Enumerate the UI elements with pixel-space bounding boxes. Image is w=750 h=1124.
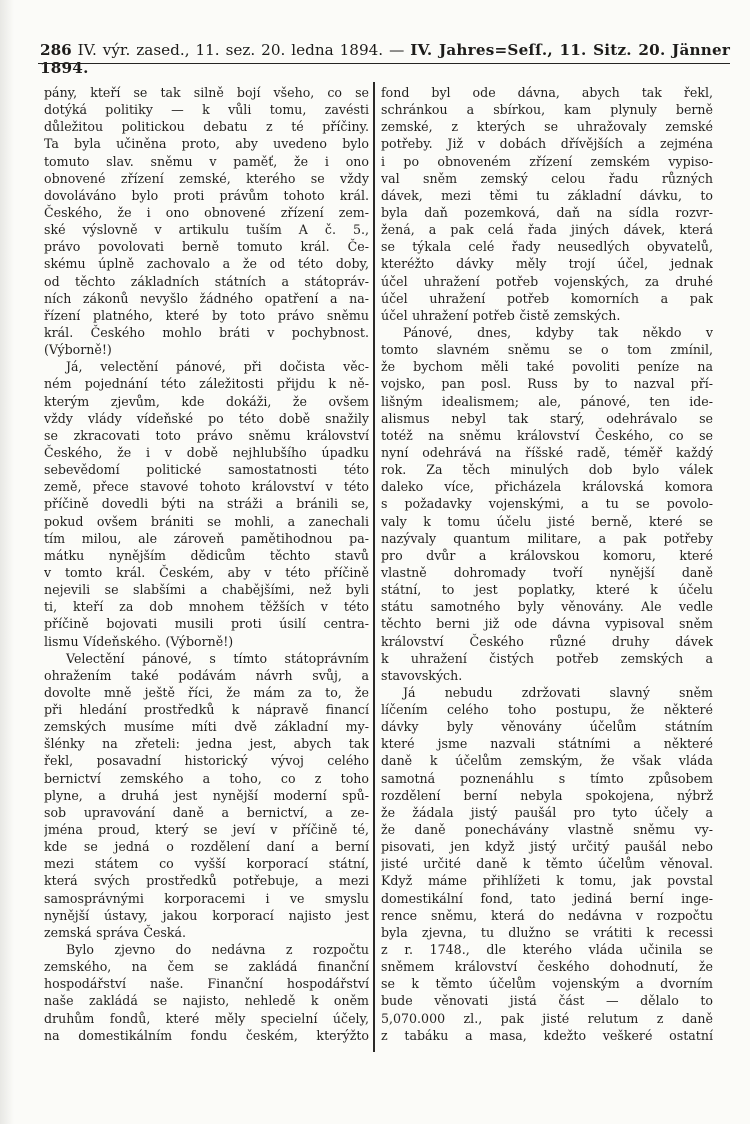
text-line: sob upravování daně a bernictví, a ze- bbox=[44, 804, 369, 820]
text-line: bernictví zemského a toho, co z toho bbox=[44, 770, 369, 786]
text-line: Ta byla učiněna proto, aby uvedeno bylo bbox=[44, 136, 369, 152]
text-line: mezi státem co vyšší korporací státní, bbox=[44, 856, 369, 872]
text-line: se k těmto účelům vojenským a dvorním bbox=[381, 976, 713, 992]
text-line: zemského, na čem se zakládá finanční bbox=[44, 959, 369, 975]
text-line: Já, velectění pánové, při dočista věc- bbox=[66, 359, 369, 375]
text-line: které jsme nazvali státními a některé bbox=[381, 736, 713, 752]
text-line: Pánové, dnes, kdyby tak někdo v bbox=[403, 324, 713, 340]
text-line: samosprávnými korporacemi i ve smyslu bbox=[44, 890, 369, 906]
text-line: samotná poznenáhlu s tímto způsobem bbox=[381, 770, 713, 786]
text-line: která svých prostředků potřebuje, a mezi bbox=[44, 873, 369, 889]
text-line: dotýká politiky — k vůli tomu, zavésti bbox=[44, 102, 369, 118]
text-line: kteréžto dávky měly trojí účel, jednak bbox=[381, 256, 713, 272]
text-line: zemská správa Česká. bbox=[44, 924, 187, 940]
text-line: val sněm zemský celou řadu různých bbox=[381, 170, 713, 186]
text-line: že bychom měli také povoliti peníze na bbox=[381, 359, 713, 375]
text-line: se týkala celé řady neusedlých obyvatelů, bbox=[381, 239, 713, 255]
text-line: státu samotného byly věnovány. Ale vedle bbox=[381, 599, 713, 615]
text-line: se zkracovati toto právo sněmu království bbox=[44, 427, 369, 443]
text-line: Když máme přihlížeti k tomu, jak povstal bbox=[381, 873, 713, 889]
text-line: i po obnoveném zřízení zemském vypiso- bbox=[381, 153, 713, 169]
header-czech-session: IV. výr. zased., 11. sez. 20. ledna 1894. bbox=[77, 41, 384, 59]
text-line: sebevědomí politické samostatnosti této bbox=[44, 462, 369, 478]
header-german-session: IV. Jahres=Seſſ., 11. Sitz. 20. Jänner 1894. bbox=[40, 41, 731, 77]
header-rule bbox=[38, 63, 730, 64]
text-line: že žádala jistý paušál pro tyto účely a bbox=[381, 804, 713, 820]
text-line: od těchto základních státních a státopráv- bbox=[44, 273, 369, 289]
text-line: z tabáku a masa, kdežto veškeré ostatní bbox=[381, 1027, 713, 1043]
text-line: účel uhražení potřeb čistě zemských. bbox=[381, 307, 621, 323]
page-number: 286 bbox=[40, 41, 72, 59]
text-line: pisovati, jen když jistý určitý paušál nebo bbox=[381, 839, 713, 855]
text-line: Českého, že i v době nejhlubšího úpadku bbox=[44, 444, 369, 460]
text-line: tomuto slav. sněmu v paměť, že i ono bbox=[44, 153, 369, 169]
text-line: plyne, a druhá jest nynější moderní spů- bbox=[44, 787, 369, 803]
text-line: ohražením také podávám návrh svůj, a bbox=[44, 667, 369, 683]
text-line: žená, a pak celá řada jiných dávek, která bbox=[381, 222, 713, 238]
text-line: království Českého různé druhy dávek bbox=[381, 633, 713, 649]
text-line: potřeby. Již v dobách dřívějších a zejména bbox=[381, 136, 713, 152]
text-line: nyní odehrává na říšské radě, téměř každý bbox=[381, 444, 713, 460]
text-line: bude věnovati jistá část — dělalo to bbox=[381, 993, 713, 1009]
text-line: druhům fondů, které měly specielní účely, bbox=[44, 1010, 369, 1026]
text-line: mátku nynějším dědicům těchto stavů bbox=[44, 547, 369, 563]
text-line: kterým zjevům, kde dokáži, že ovšem bbox=[44, 393, 369, 409]
text-line: země, přece stavové tohoto království v této bbox=[44, 479, 369, 495]
text-line: k uhražení čistých potřeb zemských a bbox=[381, 650, 713, 666]
text-line: (Výborně!) bbox=[44, 342, 112, 358]
text-line: valy k tomu účelu jisté berně, které se bbox=[381, 513, 713, 529]
text-line: nejevili se slabšími a chabějšími, než byli bbox=[44, 582, 369, 598]
text-line: v tomto král. Českém, aby v této příčině bbox=[44, 564, 369, 580]
text-line: vždy vlády vídeňské po této době snažily bbox=[44, 410, 369, 426]
text-line: zemské, z kterých se uhražovaly zemské bbox=[381, 119, 713, 135]
text-line: důležitou politickou debatu z té příčiny. bbox=[44, 119, 369, 135]
text-line: 5,070.000 zl., pak jisté relutum z daně bbox=[381, 1010, 713, 1026]
text-line: Českého, že i ono obnovené zřízení zem- bbox=[44, 204, 369, 220]
text-line: rok. Za těch minulých dob bylo válek bbox=[381, 462, 713, 478]
text-line: stavovských. bbox=[381, 667, 463, 683]
text-line: schránkou a sbírkou, kam plynuly berně bbox=[381, 102, 713, 118]
text-line: daleko více, přicházela královská komora bbox=[381, 479, 713, 495]
text-line: státní, to jest poplatky, které k účelu bbox=[381, 582, 713, 598]
text-line: sněmem království českého dohodnutí, že bbox=[381, 959, 713, 975]
text-line: lismu Vídeňského. (Výborně!) bbox=[44, 633, 234, 649]
text-line: líčením celého toho postupu, že některé bbox=[381, 702, 713, 718]
text-line: byla zjevna, tu dlužno se vrátiti k recessi bbox=[381, 924, 713, 940]
text-line: naše zakládá se najisto, nehledě k oněm bbox=[44, 993, 369, 1009]
text-line: vlastně dohromady tvoří nynější daně bbox=[381, 564, 713, 580]
column-divider bbox=[373, 82, 375, 1052]
text-line: že daně ponechávány vlastně sněmu vy- bbox=[381, 822, 713, 838]
text-line: jména proud, který se jeví v příčině té, bbox=[44, 822, 369, 838]
text-line: dovolte mně ještě říci, že mám za to, že bbox=[44, 684, 369, 700]
text-line: nazývaly quantum militare, a pak potřeby bbox=[381, 530, 713, 546]
text-line: totéž na sněmu království Českého, co se bbox=[381, 427, 713, 443]
text-line: zemských musíme míti dvě základní my- bbox=[44, 719, 369, 735]
text-line: šlénky na zřeteli: jedna jest, abych tak bbox=[44, 736, 369, 752]
text-line: pokud ovšem brániti se mohli, a zanechali bbox=[44, 513, 369, 529]
text-line: řízení platného, které by toto právo sněmu bbox=[44, 307, 369, 323]
text-line: daně k účelům zemským, že však vláda bbox=[381, 753, 713, 769]
text-line: fond byl ode dávna, abych tak řekl, bbox=[381, 85, 713, 100]
left-column bbox=[44, 84, 369, 1044]
text-line: rozdělení berní nebyla spokojena, nýbrž bbox=[381, 787, 713, 803]
right-column bbox=[381, 84, 713, 1044]
text-line: tomto slavném sněmu se o tom zmínil, bbox=[381, 342, 713, 358]
text-line: jisté určité daně k těmto účelům věnoval. bbox=[381, 856, 713, 872]
text-line: příčině bojovati musili proti úsilí centra- bbox=[44, 616, 369, 632]
text-line: byla daň pozemková, daň na sídla rozvr- bbox=[381, 204, 713, 220]
text-line: Velectění pánové, s tímto státoprávním bbox=[66, 650, 369, 666]
text-line: skému úplně zachovalo a že od této doby, bbox=[44, 256, 369, 272]
text-line: ních zákonů nevyšlo žádného opatření a na- bbox=[44, 290, 369, 306]
text-line: při hledání prostředků k nápravě financí bbox=[44, 702, 369, 718]
text-line: ném pojednání této záležitosti přijdu k ně- bbox=[44, 376, 369, 392]
text-line: vojsko, pan posl. Russ by to nazval pří- bbox=[381, 376, 713, 392]
text-line: právo povolovati berně tomuto král. Če- bbox=[44, 239, 369, 255]
text-line: pro dvůr a královskou komoru, které bbox=[381, 547, 713, 563]
text-line: obnovené zřízení zemské, kterého se vždy bbox=[44, 170, 369, 186]
text-line: s požadavky vojenskými, a tu se povolo- bbox=[381, 496, 713, 512]
text-line: dávky byly věnovány účelům státním bbox=[381, 719, 713, 735]
text-line: dávek, mezi těmi tu základní dávku, to bbox=[381, 187, 713, 203]
text-line: nynější ústavy, jakou korporací najisto jest bbox=[44, 907, 369, 923]
text-line: tím milou, ale zároveň pamětihodnou pa- bbox=[44, 530, 369, 546]
header-separator: — bbox=[389, 41, 405, 59]
text-line: Bylo zjevno do nedávna z rozpočtu bbox=[66, 942, 369, 958]
text-line: ti, kteří za dob mnohem těžších v této bbox=[44, 599, 369, 615]
page-header bbox=[40, 41, 730, 77]
text-line: účel uhražení potřeb komorních a pak bbox=[381, 290, 713, 306]
text-line: kde se jedná o rozdělení daní a berní bbox=[44, 839, 369, 855]
text-line: na domestikálním fondu českém, kterýžto bbox=[44, 1027, 369, 1043]
text-line: Já nebudu zdržovati slavný sněm bbox=[403, 684, 713, 700]
text-line: příčině dovedli býti na stráži a bránili se, bbox=[44, 496, 369, 512]
text-line: hospodářství naše. Finanční hospodářství bbox=[44, 976, 369, 992]
text-line: dovoláváno bylo proti právům tohoto král. bbox=[44, 187, 369, 203]
text-line: z r. 1748., dle kterého vláda učinila se bbox=[381, 942, 713, 958]
text-line: rence sněmu, která do nedávna v rozpočtu bbox=[381, 907, 713, 923]
text-line: pány, kteří se tak silně bojí všeho, co se bbox=[44, 85, 369, 100]
text-line: domestikální fond, tato jediná berní inge- bbox=[381, 890, 713, 906]
text-line: těchto berni již ode dávna vypisoval sněm bbox=[381, 616, 713, 632]
text-line: ské výslovně v artikulu tuším A č. 5., bbox=[44, 222, 369, 238]
text-line: řekl, posavadní historický vývoj celého bbox=[44, 753, 369, 769]
text-line: král. Českého mohlo bráti v pochybnost. bbox=[44, 324, 369, 340]
text-line: alismus nebyl tak starý, odehrávalo se bbox=[381, 410, 713, 426]
text-line: účel uhražení potřeb vojenských, za druhé bbox=[381, 273, 713, 289]
text-line: lišným idealismem; ale, pánové, ten ide- bbox=[381, 393, 713, 409]
